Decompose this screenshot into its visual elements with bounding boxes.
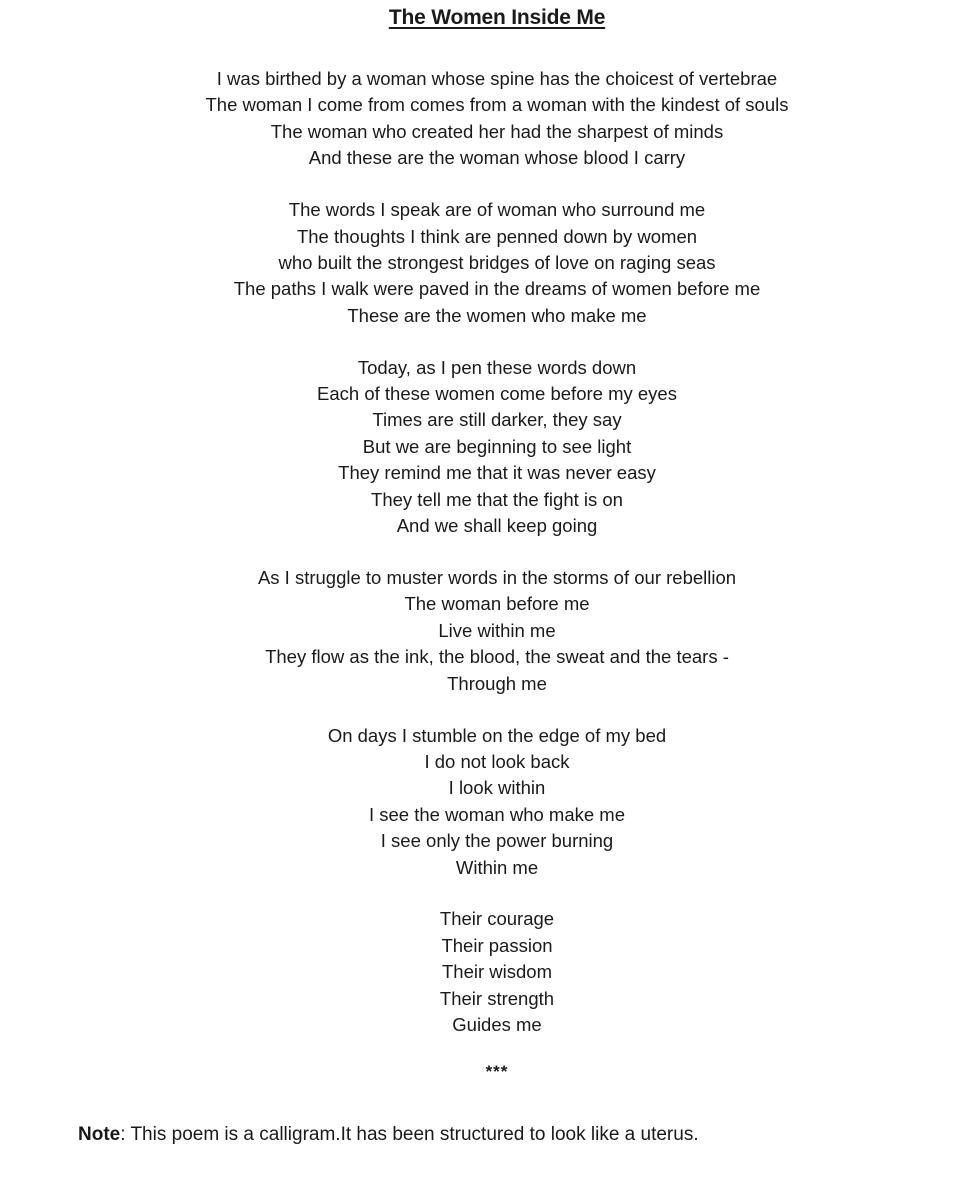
stanza (0, 197, 970, 329)
poem-line: And we shall keep going (396, 515, 598, 537)
poem-line: Guides me (452, 1014, 542, 1036)
note-text: : This poem is a calligram.It has been structured to look like a uterus. (120, 1124, 699, 1145)
note (78, 1124, 699, 1146)
poem-line: These are the women who make me (347, 304, 647, 326)
poem-line: I was birthed by a woman whose spine has the choicest of vertebrae (216, 68, 778, 89)
poem-line: On days I stumble on the edge of my bed (327, 724, 667, 746)
poem-line: Their passion (441, 934, 553, 956)
poem-line: who built the strongest bridges of love on raging seas (278, 251, 716, 273)
poem-line: They tell me that the fight is on (371, 488, 623, 510)
poem-line: Through me (447, 672, 547, 694)
poem-line: Today, as I pen these words down (357, 356, 637, 378)
stanza (0, 906, 970, 1038)
poem-line: The words I speak are of woman who surround me (288, 199, 706, 221)
poem-line: They flow as the ink, the blood, the sweat and the tears - (265, 646, 729, 668)
poem-line: I do not look back (424, 750, 570, 772)
poem-line: The woman I come from comes from a woman with the kindest of souls (205, 94, 789, 116)
poem-line: But we are beginning to see light (362, 435, 632, 457)
stanza (0, 355, 970, 540)
poem-body (0, 66, 970, 1064)
poem-line: Their strength (439, 987, 555, 1009)
stanza (0, 565, 970, 697)
poem-line: Live within me (438, 619, 556, 641)
poem-line: Their wisdom (442, 961, 552, 983)
poem-line: Times are still darker, they say (372, 409, 622, 431)
stanza (0, 66, 970, 172)
poem-line: The paths I walk were paved in the dreams of women before me (233, 278, 761, 300)
poem-line: They remind me that it was never easy (338, 462, 656, 484)
poem-line: Their courage (439, 908, 555, 930)
poem-title: The Women Inside Me (388, 6, 606, 29)
poem-line: The thoughts I think are penned down by women (296, 225, 698, 247)
poem-line: The woman who created her had the sharpest of minds (270, 120, 724, 142)
section-separator: *** (485, 1062, 509, 1081)
poem-line: I see the woman who make me (368, 803, 626, 825)
poem-line: I look within (448, 777, 546, 799)
poem-line: Within me (455, 856, 539, 878)
poem-line: And these are the woman whose blood I carry (308, 147, 686, 169)
poem-line: As I struggle to muster words in the storms of our rebellion (257, 567, 737, 588)
poem-line: The woman before me (404, 593, 590, 615)
poem-line: Each of these women come before my eyes (317, 383, 677, 405)
stanza (0, 723, 970, 881)
poem-line: I see only the power burning (380, 830, 614, 852)
note-label: Note (78, 1124, 121, 1145)
